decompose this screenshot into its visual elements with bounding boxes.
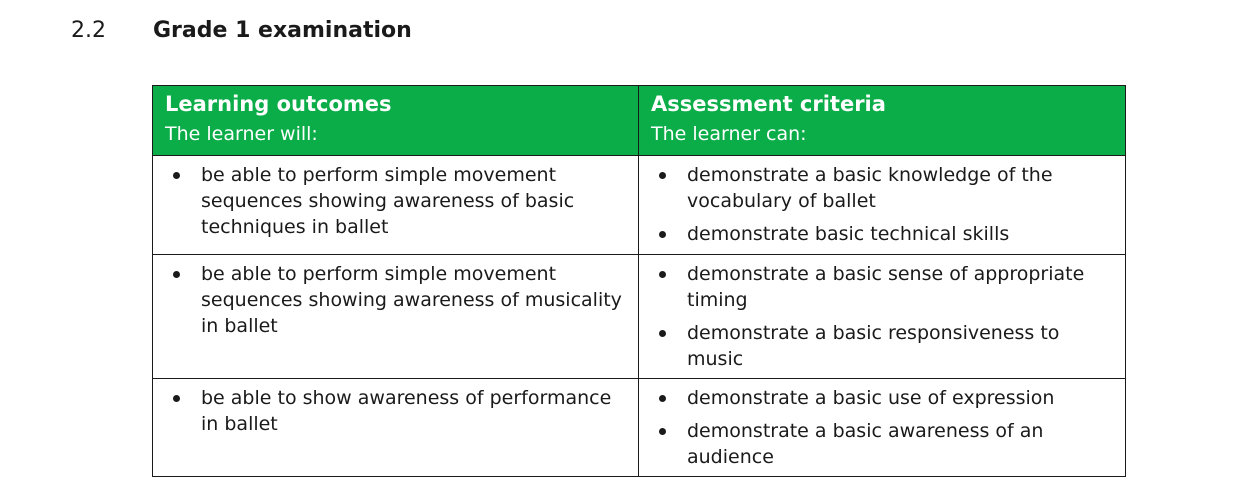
criterion-text: demonstrate a basic sense of appropriate timing	[687, 263, 1085, 311]
criteria-cell	[639, 255, 1126, 379]
list-item	[167, 162, 628, 240]
table-row	[153, 379, 1126, 477]
list-item	[653, 261, 1115, 313]
outcome-text: be able to show awareness of performance in ballet	[201, 387, 612, 435]
outcome-list	[167, 385, 628, 437]
learning-outcomes-header	[153, 86, 639, 156]
criteria-list	[653, 385, 1115, 470]
assessment-criteria-title: Assessment criteria	[651, 92, 886, 116]
bullet-icon	[659, 330, 666, 337]
criteria-cell	[639, 379, 1126, 477]
learning-outcomes-subtitle: The learner will:	[165, 123, 318, 145]
table-row	[153, 255, 1126, 379]
outcomes-criteria-table	[152, 85, 1126, 477]
criteria-cell	[639, 156, 1126, 255]
bullet-icon	[173, 271, 180, 278]
criterion-text: demonstrate basic technical skills	[687, 223, 1010, 245]
bullet-icon	[659, 231, 666, 238]
criterion-text: demonstrate a basic responsiveness to music	[687, 322, 1060, 370]
list-item	[653, 320, 1115, 372]
bullet-icon	[659, 172, 666, 179]
assessment-criteria-header	[639, 86, 1126, 156]
list-item	[653, 418, 1115, 470]
outcome-cell	[153, 379, 639, 477]
list-item	[653, 385, 1115, 411]
list-item	[653, 221, 1115, 247]
section-number: 2.2	[71, 18, 106, 43]
bullet-icon	[173, 395, 180, 402]
list-item	[653, 162, 1115, 214]
outcome-cell	[153, 255, 639, 379]
criteria-list	[653, 162, 1115, 247]
criterion-text: demonstrate a basic use of expression	[687, 387, 1055, 409]
outcome-list	[167, 261, 628, 339]
bullet-icon	[659, 271, 666, 278]
outcome-cell	[153, 156, 639, 255]
outcome-text: be able to perform simple movement sequences showing awareness of musicality in ballet	[201, 263, 622, 337]
list-item	[167, 261, 628, 339]
section-title: Grade 1 examination	[153, 18, 412, 43]
criteria-list	[653, 261, 1115, 372]
table-row	[153, 156, 1126, 255]
bullet-icon	[173, 172, 180, 179]
outcome-list	[167, 162, 628, 240]
assessment-criteria-subtitle: The learner can:	[651, 123, 807, 145]
learning-outcomes-title: Learning outcomes	[165, 92, 392, 116]
criterion-text: demonstrate a basic knowledge of the vocabulary of ballet	[687, 164, 1053, 212]
bullet-icon	[659, 428, 666, 435]
bullet-icon	[659, 395, 666, 402]
criterion-text: demonstrate a basic awareness of an audience	[687, 420, 1044, 468]
table-header-row	[153, 86, 1126, 156]
outcome-text: be able to perform simple movement sequences showing awareness of basic techniques in ballet	[201, 164, 575, 238]
list-item	[167, 385, 628, 437]
